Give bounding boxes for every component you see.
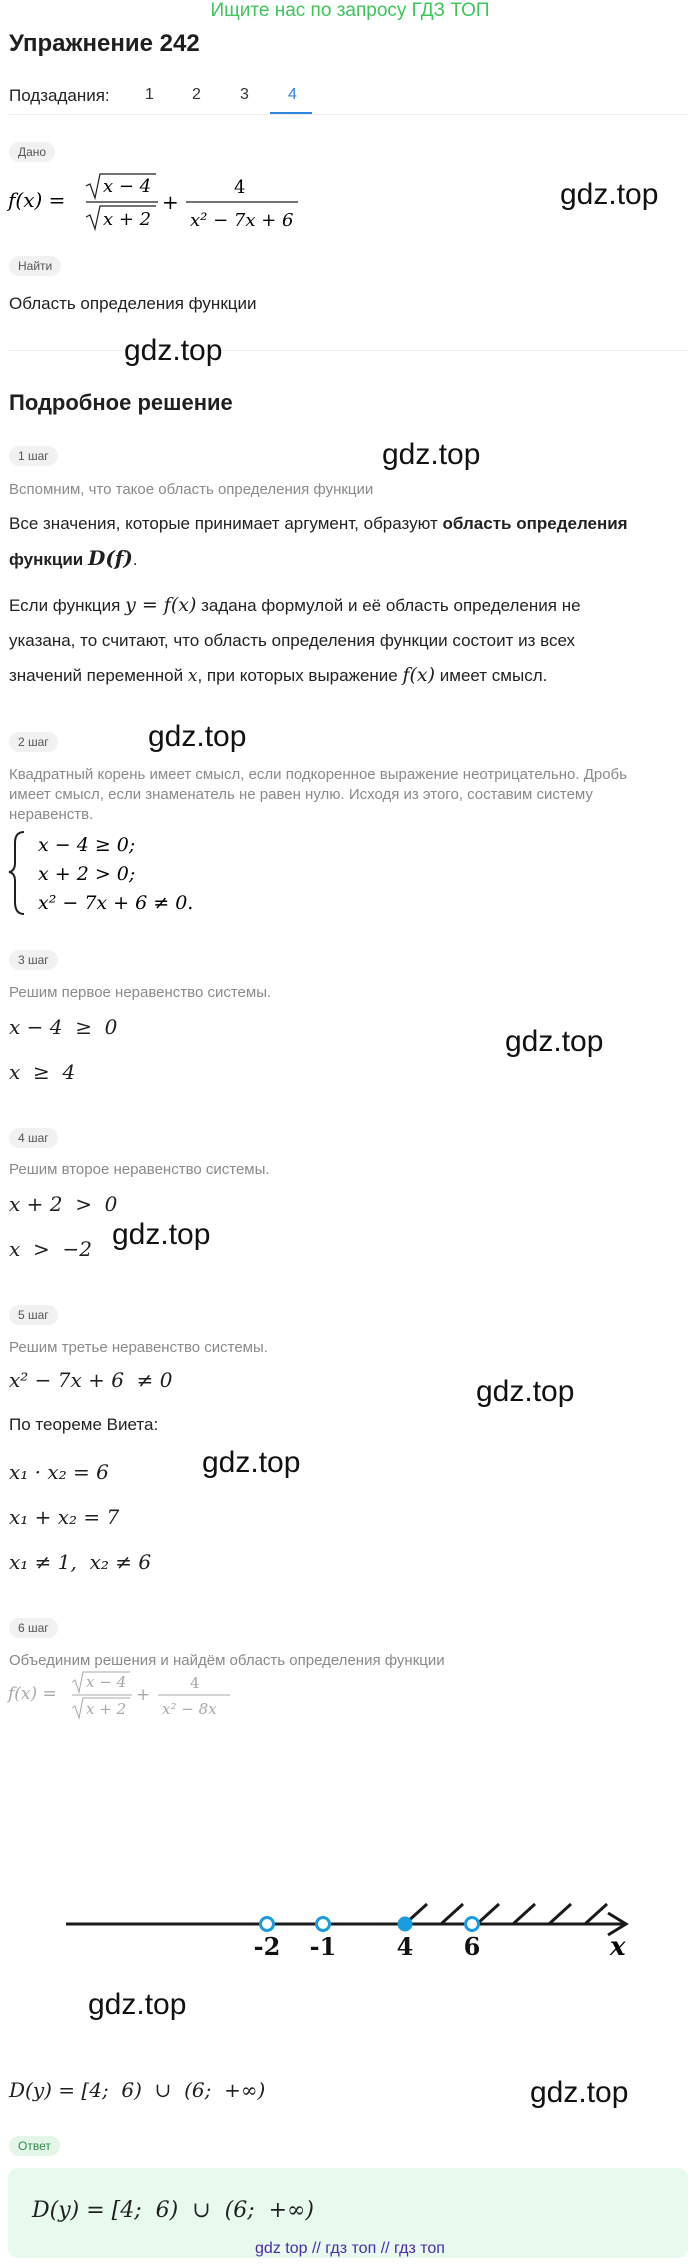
step3-chip: 3 шаг bbox=[9, 950, 58, 970]
given-lhs: f(x) = bbox=[8, 188, 66, 212]
promo-banner[interactable]: Ищите нас по запросу ГДЗ ТОП bbox=[210, 0, 490, 21]
solution-title: Подробное решение bbox=[9, 390, 233, 415]
active-tab-indicator bbox=[270, 112, 312, 114]
step5-line-4: x₁ ≠ 1, x₂ ≠ 6 bbox=[9, 1550, 152, 1574]
watermark: gdz.top bbox=[148, 720, 247, 753]
watermark: gdz.top bbox=[88, 1988, 187, 2021]
step1-hint: Вспомним, что такое область определения функции bbox=[9, 481, 374, 498]
tick-label-6: 6 bbox=[463, 1932, 481, 1960]
watermark: gdz.top bbox=[124, 334, 223, 367]
step4-line-1: x + 2 > 0 bbox=[9, 1192, 118, 1216]
hatch-mark bbox=[513, 1904, 535, 1924]
point-6 bbox=[466, 1918, 479, 1931]
step2-hint: Квадратный корень имеет смысл, если подкоренное выражение неотрицательно. Дробь имеет смысл, если знаменатель не равен нулю. Исходя из этого, составим систему неравенств. bbox=[9, 766, 627, 823]
step6-chip: 6 шаг bbox=[9, 1618, 58, 1638]
given-frac2-num: 4 bbox=[234, 177, 246, 198]
step6-hint: Объединим решения и найдём область определения функции bbox=[9, 1652, 445, 1669]
system-line-2: x + 2 > 0; bbox=[38, 863, 136, 885]
step1-paragraph1: Все значения, которые принимает аргумент, образуют область определения функции D(f). bbox=[9, 514, 628, 570]
watermark: gdz.top bbox=[476, 1375, 575, 1408]
step2-chip: 2 шаг bbox=[9, 732, 58, 752]
tick-label-4: 4 bbox=[396, 1932, 414, 1960]
given-frac2-den: x² − 7x + 6 bbox=[190, 210, 294, 231]
point--1 bbox=[317, 1918, 330, 1931]
find-text: Область определения функции bbox=[9, 294, 257, 313]
watermark: gdz.top bbox=[202, 1446, 301, 1479]
step5-line-1: x² − 7x + 6 ≠ 0 bbox=[9, 1368, 173, 1392]
tick-label--2: -2 bbox=[253, 1932, 281, 1960]
given-sqrt-den: x + 2 bbox=[103, 209, 152, 230]
hatch-mark bbox=[477, 1904, 499, 1924]
system-brace bbox=[9, 832, 24, 914]
hatch-mark bbox=[549, 1904, 571, 1924]
find-chip: Найти bbox=[9, 256, 61, 276]
svg-text:+: + bbox=[136, 1685, 151, 1705]
vieta-label: По теореме Виета: bbox=[9, 1415, 159, 1434]
subtask-tab-3[interactable]: 3 bbox=[240, 86, 249, 103]
watermark: gdz.top bbox=[505, 1025, 604, 1058]
subtask-tab-4[interactable]: 4 bbox=[288, 86, 297, 103]
step6-frac2-num: 4 bbox=[190, 1674, 200, 1692]
step6-lhs: f(x) = bbox=[8, 1684, 57, 1704]
step1-paragraph2: Если функция y = f(x) задана формулой и её область определения не указана, то считают, что область определения функции состоит из всех значений переменной x, при которых выражение f(x) имеет смысл. bbox=[9, 594, 581, 686]
hatch-mark bbox=[441, 1904, 463, 1924]
step4-line-2: x > −2 bbox=[9, 1237, 92, 1261]
step5-line-2: x₁ · x₂ = 6 bbox=[9, 1460, 109, 1484]
number-line bbox=[0, 1880, 700, 1960]
watermark: gdz.top bbox=[560, 178, 659, 211]
given-formula bbox=[6, 170, 306, 234]
step1-chip: 1 шаг bbox=[9, 446, 58, 466]
step6-formula bbox=[6, 1668, 246, 1724]
answer-text: D(y) = [4; 6) ∪ (6; +∞) bbox=[32, 2198, 314, 2223]
watermark: gdz.top bbox=[530, 2076, 629, 2109]
step5-line-3: x₁ + x₂ = 7 bbox=[9, 1505, 120, 1529]
point-4 bbox=[399, 1918, 411, 1930]
labels-group bbox=[254, 1932, 481, 1960]
step4-hint: Решим второе неравенство системы. bbox=[9, 1161, 270, 1178]
step6-sqrt-den: x + 2 bbox=[86, 1700, 127, 1718]
answer-chip: Ответ bbox=[9, 2136, 60, 2156]
exercise-title: Упражнение 242 bbox=[9, 30, 200, 57]
watermark: gdz.top bbox=[112, 1218, 211, 1251]
given-chip: Дано bbox=[9, 142, 55, 162]
step3-hint: Решим первое неравенство системы. bbox=[9, 984, 272, 1001]
step2-system bbox=[6, 828, 266, 918]
subtask-tab-1[interactable]: 1 bbox=[145, 86, 154, 103]
axis-label: x bbox=[610, 1932, 626, 1960]
footer-links[interactable]: gdz top // гдз топ // гдз топ bbox=[255, 2240, 445, 2257]
step6-frac2-den: x² − 8x bbox=[162, 1700, 217, 1718]
tabs-divider bbox=[9, 114, 689, 115]
step3-line-1: x − 4 ≥ 0 bbox=[9, 1015, 118, 1039]
subtask-tab-2[interactable]: 2 bbox=[192, 86, 201, 103]
step5-hint: Решим третье неравенство системы. bbox=[9, 1339, 268, 1356]
result-line: D(y) = [4; 6) ∪ (6; +∞) bbox=[9, 2078, 266, 2102]
given-sqrt-num: x − 4 bbox=[103, 176, 152, 197]
step4-chip: 4 шаг bbox=[9, 1128, 58, 1148]
subtasks-label: Подзадания: bbox=[9, 86, 110, 105]
hatch-marks bbox=[405, 1904, 607, 1924]
tick-label--1: -1 bbox=[309, 1932, 337, 1960]
separator bbox=[9, 350, 689, 351]
step6-sqrt-num: x − 4 bbox=[86, 1673, 127, 1691]
system-line-3: x² − 7x + 6 ≠ 0. bbox=[38, 892, 194, 914]
plus-sign: + bbox=[162, 190, 179, 214]
point--2 bbox=[261, 1918, 274, 1931]
step5-chip: 5 шаг bbox=[9, 1305, 58, 1325]
step3-line-2: x ≥ 4 bbox=[9, 1060, 76, 1084]
watermark: gdz.top bbox=[382, 438, 481, 471]
hatch-mark bbox=[585, 1904, 607, 1924]
system-line-1: x − 4 ≥ 0; bbox=[38, 834, 136, 856]
